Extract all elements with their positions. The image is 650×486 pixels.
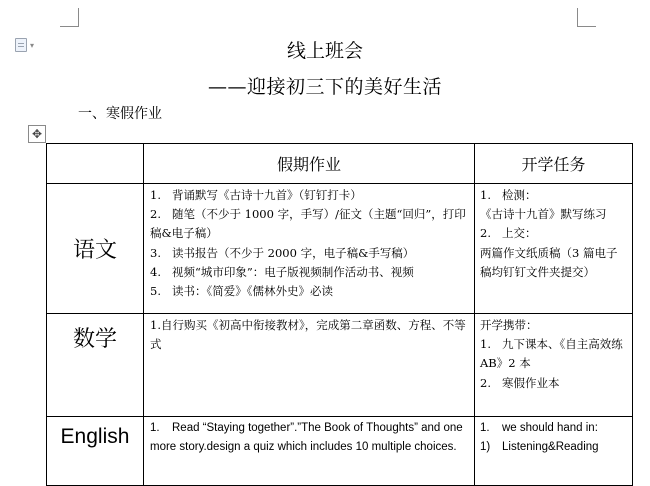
homework-item: 4. 视频“城市印象”：电子版视频制作活动书、视频 [150,264,414,279]
task-cell[interactable] [475,184,633,314]
header-cell-empty [47,144,144,184]
header-cell-homework: 假期作业 [144,144,475,184]
task-item: 1. 九下课本、《自主高效练 AB》2 本 [480,337,623,371]
task-item: 2. 寒假作业本 [480,375,560,390]
section-heading: 一、寒假作业 [78,106,162,122]
table-header-row [47,144,633,184]
homework-item: 1. Read “Staying together”.”The Book of Thoughts” and one more story.design a quiz which includes 10 multiple choices. [150,422,463,454]
subject-cell: 数学 [47,314,144,417]
doc-title: 线上班会 [286,40,363,62]
task-item: 1) Listening&Reading [480,441,599,454]
task-item: 《古诗十九首》默写练习 [480,207,607,222]
task-item: 两篇作文纸质稿（3 篇电子稿均钉钉文件夹提交） [480,245,618,279]
page-corner-mark-right [577,8,596,27]
table-row [47,314,633,417]
task-item: 1. 检测： [480,188,537,202]
homework-item: 1. 背诵默写《古诗十九首》（钉钉打卡） [150,188,362,202]
task-item: 开学携带： [480,318,538,332]
table-row [47,417,633,486]
task-cell[interactable] [475,314,633,417]
chevron-down-icon: ▾ [30,40,35,50]
table-move-handle-icon[interactable]: ✥ [28,125,46,143]
subject-cell: 语文 [47,184,144,314]
subject-cell: English [47,417,144,486]
homework-item: 5. 读书：《简爱》《儒林外史》必读 [150,284,333,299]
task-item: 2. 上交： [480,226,537,241]
homework-cell[interactable] [144,417,475,486]
task-cell[interactable] [475,417,633,486]
homework-item: 2. 随笔（不少于 1000 字，手写）/征文（主题“回归”，打印稿&电子稿） [150,207,466,241]
homework-cell[interactable] [144,184,475,314]
table-row [47,184,633,314]
homework-item: 3. 读书报告（不少于 2000 字，电子稿&手写稿） [150,245,415,260]
homework-table [46,143,633,486]
page-corner-mark-left [60,8,79,27]
header-cell-tasks: 开学任务 [475,144,633,184]
doc-subtitle: ——迎接初三下的美好生活 [207,76,442,98]
task-item: 1. we should hand in: [480,422,598,434]
homework-item: 1.自行购买《初高中衔接教材》，完成第二章函数、方程、不等式 [150,318,466,352]
homework-cell[interactable] [144,314,475,417]
